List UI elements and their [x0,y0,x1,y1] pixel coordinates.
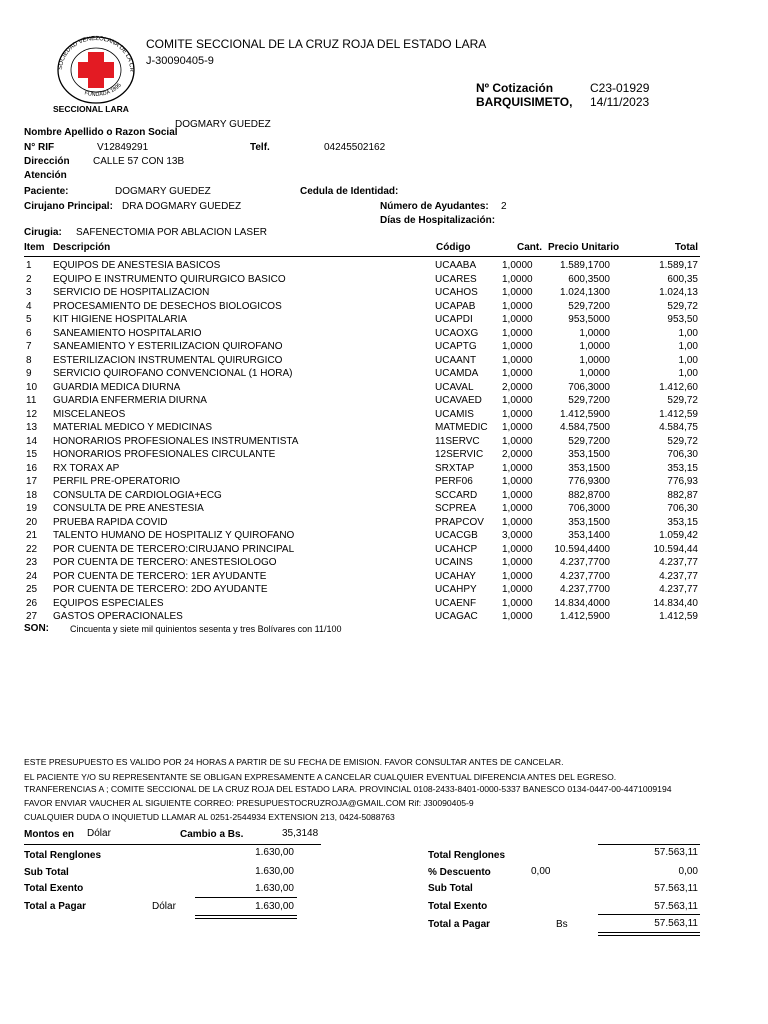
row-total: 776,93 [667,476,698,487]
row-total: 353,15 [667,516,698,528]
table-row [24,489,700,503]
row-description: CONSULTA DE CARDIOLOGIA+ECG [53,489,222,501]
table-row [24,475,700,489]
row-code: 11SERVC [435,435,480,447]
row-description: MATERIAL MEDICO Y MEDICINAS [53,422,213,433]
row-description: PRUEBA RAPIDA COVID [53,516,168,528]
row-total: 1.412,59 [659,408,698,420]
logo-bottom-text: FUNDADA 1895 [83,82,123,99]
left-exento-label: Total Exento [24,883,84,894]
row-unit-price: 1,0000 [579,341,610,352]
tel-value: 04245502162 [324,142,386,153]
row-description: GASTOS OPERACIONALES [53,611,183,622]
row-description: GUARDIA ENFERMERIA DIURNA [53,395,207,406]
table-row [24,259,700,273]
row-code: PRAPCOV [435,516,484,528]
row-description: HONORARIOS PROFESIONALES CIRCULANTE [53,449,276,460]
row-code: UCAHPY [435,584,477,595]
note-validity: ESTE PRESUPUESTO ES VALIDO POR 24 HORAS A PARTIR DE SU FECHA DE EMISION. FAVOR CONSULTAR ANTES DE CANCELAR. [24,757,564,767]
patient-label: Paciente: [24,186,69,197]
col-total-header: Total [674,242,698,253]
cambio-label: Cambio a Bs. [180,829,244,840]
attention-label: Atención [24,170,67,181]
row-description: EQUIPO E INSTRUMENTO QUIRURGICO BASICO [53,273,286,285]
table-row [24,394,700,408]
row-total: 14.834,40 [653,597,698,609]
org-name: COMITE SECCIONAL DE LA CRUZ ROJA DEL ESTADO LARA [146,37,487,51]
row-code: UCAHOS [435,287,478,298]
row-description: SERVICIO QUIROFANO CONVENCIONAL (1 HORA) [53,368,293,379]
row-item: 15 [26,449,38,460]
row-code: SCPREA [435,503,477,514]
table-row [24,381,700,395]
quote-value: C23-01929 [590,81,650,95]
row-code: SRXTAP [435,462,475,474]
left-exento-underline [195,897,297,898]
row-description: GUARDIA MEDICA DIURNA [53,381,181,393]
cambio-value: 35,3148 [282,828,319,839]
row-quantity: 1,0000 [502,273,533,285]
col-pu-header: Precio Unitario [548,242,620,253]
date-value: 14/11/2023 [590,95,650,109]
row-unit-price: 529,7200 [568,395,610,406]
row-item: 13 [26,422,38,433]
left-renglones-label: Total Renglones [24,850,102,861]
right-descuento-pct: 0,00 [531,866,551,877]
row-item: 23 [26,557,38,568]
left-subtotal-value: 1.630,00 [255,866,294,877]
note-obligation: EL PACIENTE Y/O SU REPRESENTANTE SE OBLIGAN EXPRESAMENTE A CANCELAR CUALQUIER EVENTUAL DIFERENCIA ANTES DEL EGRESO. [24,772,617,782]
row-code: UCAMDA [435,368,479,379]
son-value: Cincuenta y siete mil quinientos sesenta y tres Bolívares con 11/100 [70,624,342,634]
row-unit-price: 1.412,5900 [559,408,610,420]
row-code: UCAMIS [435,408,474,420]
row-item: 22 [26,543,38,555]
row-unit-price: 953,5000 [568,314,610,325]
table-row [24,529,700,543]
row-total: 4.237,77 [659,570,698,582]
row-unit-price: 14.834,4000 [554,597,610,609]
row-quantity: 1,0000 [502,422,533,433]
row-code: PERF06 [435,476,473,487]
row-unit-price: 600,3500 [568,273,610,285]
rif-label: N° RIF [24,142,55,153]
row-quantity: 1,0000 [502,516,533,528]
row-unit-price: 882,8700 [568,489,610,501]
row-total: 529,72 [667,435,698,447]
row-code: UCAOXG [435,327,479,339]
id-label: Cedula de Identidad: [300,186,399,197]
row-total: 600,35 [667,273,698,285]
row-item: 6 [26,327,32,339]
row-description: RX TORAX AP [53,462,120,474]
row-quantity: 1,0000 [502,287,533,298]
row-item: 24 [26,570,38,582]
row-item: 5 [26,314,32,325]
table-row [24,462,700,476]
quote-label: Nº Cotización [476,81,554,95]
row-item: 7 [26,341,32,352]
surgery-label: Cirugia: [24,227,62,238]
row-description: EQUIPOS ESPECIALES [53,597,164,609]
rif-value: V12849291 [97,142,149,153]
row-total: 1.589,17 [659,260,698,271]
right-exento-label: Total Exento [428,901,488,912]
row-code: UCAINS [435,557,473,568]
client-name-label: Nombre Apellido o Razon Social [24,127,178,138]
right-renglones-value: 57.563,11 [654,847,698,858]
row-code: 12SERVIC [435,449,484,460]
row-description: POR CUENTA DE TERCERO:CIRUJANO PRINCIPAL [53,543,295,555]
row-quantity: 1,0000 [502,489,533,501]
table-row [24,313,700,327]
row-code: SCCARD [435,489,478,501]
row-unit-price: 353,1500 [568,516,610,528]
table-row [24,273,700,287]
row-unit-price: 1.589,1700 [559,260,610,271]
row-description: SANEAMIENTO Y ESTERILIZACION QUIROFANO [53,341,283,352]
left-pagar-underline-2 [195,918,297,919]
row-total: 4.237,77 [659,557,698,568]
surgeon-label: Cirujano Principal: [24,201,113,212]
row-code: UCACGB [435,530,478,541]
right-subtotal-label: Sub Total [428,883,473,894]
row-item: 26 [26,597,38,609]
row-description: POR CUENTA DE TERCERO: ANESTESIOLOGO [53,557,277,568]
col-item-header: Item [24,242,45,253]
row-total: 706,30 [667,503,698,514]
red-cross-logo [50,32,142,112]
row-item: 14 [26,435,38,447]
row-description: EQUIPOS DE ANESTESIA BASICOS [53,260,221,271]
row-quantity: 1,0000 [502,327,533,339]
right-descuento-value: 0,00 [678,866,698,877]
row-quantity: 1,0000 [502,462,533,474]
row-quantity: 2,0000 [502,449,533,460]
row-description: ESTERILIZACION INSTRUMENTAL QUIRURGICO [53,354,283,366]
row-total: 1,00 [678,354,698,366]
row-total: 529,72 [667,300,698,312]
row-total: 4.237,77 [659,584,698,595]
row-quantity: 1,0000 [502,300,533,312]
table-row [24,286,700,300]
left-subtotal-label: Sub Total [24,867,69,878]
row-unit-price: 4.237,7700 [559,570,610,582]
montos-label: Montos en [24,829,74,840]
row-quantity: 1,0000 [502,354,533,366]
row-quantity: 1,0000 [502,408,533,420]
left-pagar-underline-1 [195,915,297,916]
row-code: UCAVAED [435,395,482,406]
table-row [24,327,700,341]
row-unit-price: 1.412,5900 [559,611,610,622]
row-unit-price: 706,3000 [568,381,610,393]
table-row [24,583,700,597]
row-total: 1,00 [678,327,698,339]
row-quantity: 1,0000 [502,260,533,271]
row-code: MATMEDIC [435,422,488,433]
row-unit-price: 1.024,1300 [559,287,610,298]
right-renglones-label: Total Renglones [428,850,506,861]
table-row [24,570,700,584]
row-description: SANEAMIENTO HOSPITALARIO [53,327,202,339]
row-total: 353,15 [667,462,698,474]
note-phone: CUALQUIER DUDA O INQUIETUD LLAMAR AL 0251-2544934 EXTENSION 213, 0424-5088763 [24,812,395,822]
row-unit-price: 529,7200 [568,300,610,312]
row-total: 882,87 [667,489,698,501]
row-item: 16 [26,462,38,474]
right-pagar-underline-2 [598,935,700,936]
right-exento-value: 57.563,11 [654,901,698,912]
row-unit-price: 10.594,4400 [554,543,610,555]
row-quantity: 1,0000 [502,543,533,555]
row-item: 17 [26,476,38,487]
right-exento-underline [598,914,700,915]
right-pagar-label: Total a Pagar [428,919,491,930]
table-row [24,421,700,435]
row-total: 953,50 [667,314,698,325]
right-pagar-underline-1 [598,932,700,933]
row-description: PERFIL PRE-OPERATORIO [53,476,181,487]
address-value: CALLE 57 CON 13B [93,156,185,167]
row-total: 529,72 [667,395,698,406]
address-label: Dirección [24,156,70,167]
row-unit-price: 4.237,7700 [559,584,610,595]
surgery-value: SAFENECTOMIA POR ABLACION LASER [76,227,267,238]
row-description: PROCESAMIENTO DE DESECHOS BIOLOGICOS [53,300,282,312]
row-item: 9 [26,368,32,379]
logo-caption: SECCIONAL LARA [53,104,129,114]
row-description: POR CUENTA DE TERCERO: 2DO AYUDANTE [53,584,268,595]
row-unit-price: 4.237,7700 [559,557,610,568]
row-item: 8 [26,354,32,366]
days-label: Días de Hospitalización: [380,215,496,226]
row-quantity: 1,0000 [502,314,533,325]
row-code: UCAPTG [435,341,477,352]
row-item: 25 [26,584,38,595]
table-row [24,354,700,368]
row-total: 4.584,75 [659,422,698,433]
row-unit-price: 1,0000 [579,354,610,366]
row-item: 20 [26,516,38,528]
items-table [24,259,700,624]
client-name: DOGMARY GUEDEZ [175,119,271,130]
table-row [24,435,700,449]
row-description: CONSULTA DE PRE ANESTESIA [53,503,204,514]
row-unit-price: 353,1400 [568,530,610,541]
table-row [24,516,700,530]
row-quantity: 3,0000 [502,530,533,541]
row-total: 706,30 [667,449,698,460]
col-desc-header: Descripción [53,242,111,253]
table-row [24,300,700,314]
row-description: TALENTO HUMANO DE HOSPITALIZ Y QUIROFANO [53,530,295,541]
right-top-line [598,844,700,845]
table-row [24,556,700,570]
row-quantity: 1,0000 [502,570,533,582]
table-row [24,543,700,557]
row-item: 12 [26,408,38,420]
row-quantity: 1,0000 [502,503,533,514]
row-total: 1.059,42 [659,530,698,541]
helpers-label: Número de Ayudantes: [380,201,489,212]
table-row [24,502,700,516]
row-code: UCAGAC [435,611,478,622]
left-exento-value: 1.630,00 [255,883,294,894]
row-total: 10.594,44 [653,543,698,555]
red-cross-horizontal [78,62,114,78]
row-unit-price: 1,0000 [579,368,610,379]
row-description: SERVICIO DE HOSPITALIZACION [53,287,210,298]
row-item: 27 [26,611,38,622]
right-pagar-value: 57.563,11 [654,918,698,929]
row-code: UCAENF [435,597,477,609]
table-row [24,340,700,354]
row-item: 4 [26,300,32,312]
row-code: UCAABA [435,260,477,271]
surgeon-value: DRA DOGMARY GUEDEZ [122,201,242,212]
row-description: POR CUENTA DE TERCERO: 1ER AYUDANTE [53,570,267,582]
row-code: UCAPAB [435,300,476,312]
row-quantity: 1,0000 [502,611,533,622]
row-code: UCAANT [435,354,477,366]
header-divider [24,256,700,257]
row-quantity: 2,0000 [502,381,533,393]
right-subtotal-value: 57.563,11 [654,883,698,894]
row-description: HONORARIOS PROFESIONALES INSTRUMENTISTA [53,435,299,447]
row-code: UCARES [435,273,477,285]
row-code: UCAHCP [435,543,478,555]
row-item: 18 [26,489,38,501]
row-quantity: 1,0000 [502,368,533,379]
row-total: 1,00 [678,341,698,352]
row-quantity: 1,0000 [502,435,533,447]
row-total: 1.412,59 [659,611,698,622]
row-unit-price: 529,7200 [568,435,610,447]
row-quantity: 1,0000 [502,557,533,568]
son-label: SON: [24,623,49,634]
left-pagar-currency: Dólar [152,901,176,912]
row-item: 2 [26,273,32,285]
row-item: 3 [26,287,32,298]
row-unit-price: 4.584,7500 [559,422,610,433]
logo-ring-text: SOCIEDAD VENEZOLANA DE LA CR [57,35,135,72]
row-total: 1.024,13 [659,287,698,298]
helpers-value: 2 [501,201,507,212]
row-quantity: 1,0000 [502,476,533,487]
row-unit-price: 353,1500 [568,449,610,460]
note-transfers: TRANFERENCIAS A ; COMITE SECCIONAL DE LA CRUZ ROJA DEL ESTADO LARA. PROVINCIAL 0108-2433-8401-0000-5337 BANESCO 0134-0447-00-4471009194 [24,784,672,794]
row-unit-price: 1,0000 [579,327,610,339]
note-email: FAVOR ENVIAR VAUCHER AL SIGUIENTE CORREO: PRESUPUESTOCRUZROJA@GMAIL.COM Rif: J30090405-9 [24,798,474,808]
row-unit-price: 706,3000 [568,503,610,514]
patient-value: DOGMARY GUEDEZ [115,186,211,197]
table-row [24,597,700,611]
row-quantity: 1,0000 [502,341,533,352]
row-code: UCAPDI [435,314,473,325]
row-item: 1 [26,260,32,271]
table-row [24,610,700,624]
row-description: KIT HIGIENE HOSPITALARIA [53,314,188,325]
row-quantity: 1,0000 [502,584,533,595]
tel-label: Telf. [250,142,270,153]
row-item: 11 [26,395,37,406]
left-pagar-label: Total a Pagar [24,901,87,912]
row-quantity: 1,0000 [502,597,533,609]
left-renglones-value: 1.630,00 [255,847,294,858]
row-quantity: 1,0000 [502,395,533,406]
org-rif: J-30090405-9 [146,55,214,67]
row-unit-price: 353,1500 [568,462,610,474]
row-total: 1.412,60 [659,381,698,393]
left-pagar-value: 1.630,00 [255,901,294,912]
col-cant-header: Cant. [517,242,542,253]
table-row [24,408,700,422]
row-item: 19 [26,503,38,514]
row-total: 1,00 [678,368,698,379]
totals-left-divider [24,844,321,845]
table-row [24,448,700,462]
montos-value: Dólar [87,828,111,839]
col-code-header: Código [436,242,471,253]
row-item: 21 [26,530,38,541]
row-code: UCAVAL [435,381,474,393]
row-description: MISCELANEOS [53,408,126,420]
right-descuento-label: % Descuento [428,867,491,878]
city-label: BARQUISIMETO, [476,95,573,109]
row-unit-price: 776,9300 [568,476,610,487]
table-row [24,367,700,381]
right-pagar-currency: Bs [556,919,568,930]
row-item: 10 [26,381,38,393]
row-code: UCAHAY [435,570,476,582]
